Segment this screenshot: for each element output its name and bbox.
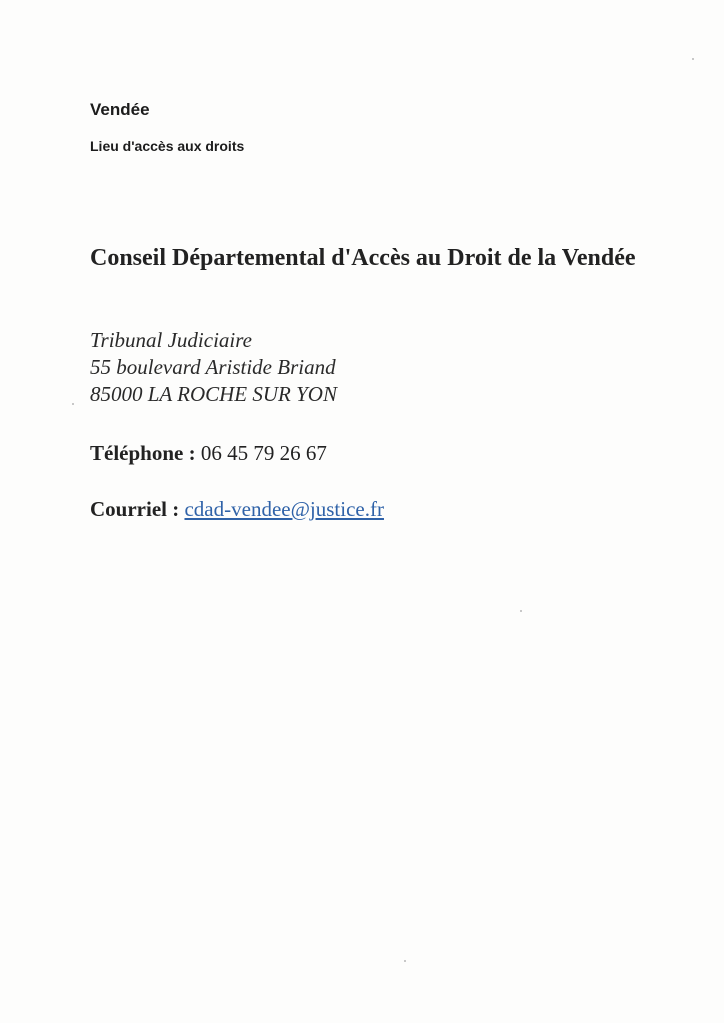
region-heading: Vendée <box>90 100 150 119</box>
scan-speck <box>520 610 522 612</box>
phone-value: 06 45 79 26 67 <box>200 441 327 465</box>
phone-label: Téléphone : <box>90 441 196 465</box>
address-block <box>90 327 337 408</box>
category-subtitle: Lieu d'accès aux droits <box>90 138 245 154</box>
address-line-2: 55 boulevard Aristide Briand <box>90 355 336 379</box>
address-line-3: 85000 LA ROCHE SUR YON <box>90 382 337 406</box>
scan-speck <box>692 58 694 60</box>
email-label: Courriel : <box>90 497 180 521</box>
address-line-1: Tribunal Judiciaire <box>90 328 252 352</box>
email-link[interactable]: cdad-vendee@justice.fr <box>184 497 384 521</box>
scan-speck <box>404 960 406 962</box>
scan-speck <box>72 403 74 405</box>
phone-row <box>90 440 327 466</box>
email-row <box>90 496 384 522</box>
organization-name: Conseil Départemental d'Accès au Droit de la Vendée <box>90 245 636 271</box>
